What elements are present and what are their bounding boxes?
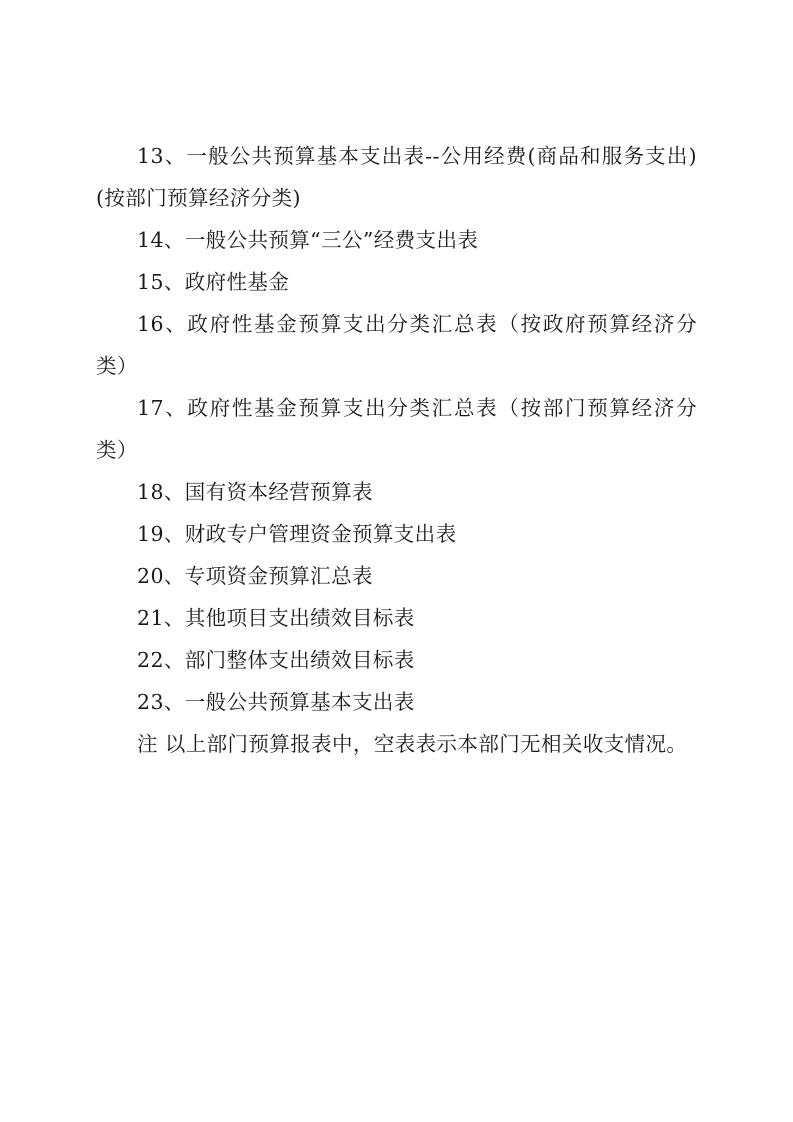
list-item: 21、其他项目支出绩效目标表: [137, 606, 415, 630]
list-item: 14、一般公共预算“三公”经费支出表: [137, 228, 479, 252]
note-text: 注 以上部门预算报表中，空表表示本部门无相关收支情况。: [137, 732, 688, 756]
list-item: 15、政府性基金: [137, 270, 290, 294]
list-item: 20、专项资金预算汇总表: [137, 564, 373, 588]
list-item: 18、国有资本经营预算表: [137, 480, 373, 504]
list-item: 22、部门整体支出绩效目标表: [137, 648, 415, 672]
document-body: [96, 135, 697, 765]
list-item: 16、政府性基金预算支出分类汇总表（按政府预算经济分类）: [96, 312, 697, 378]
list-item: 13、一般公共预算基本支出表--公用经费(商品和服务支出)(按部门预算经济分类): [96, 144, 697, 210]
list-item: 19、财政专户管理资金预算支出表: [137, 522, 457, 546]
list-item: 23、一般公共预算基本支出表: [137, 690, 415, 714]
list-item: 17、政府性基金预算支出分类汇总表（按部门预算经济分类）: [96, 396, 697, 462]
